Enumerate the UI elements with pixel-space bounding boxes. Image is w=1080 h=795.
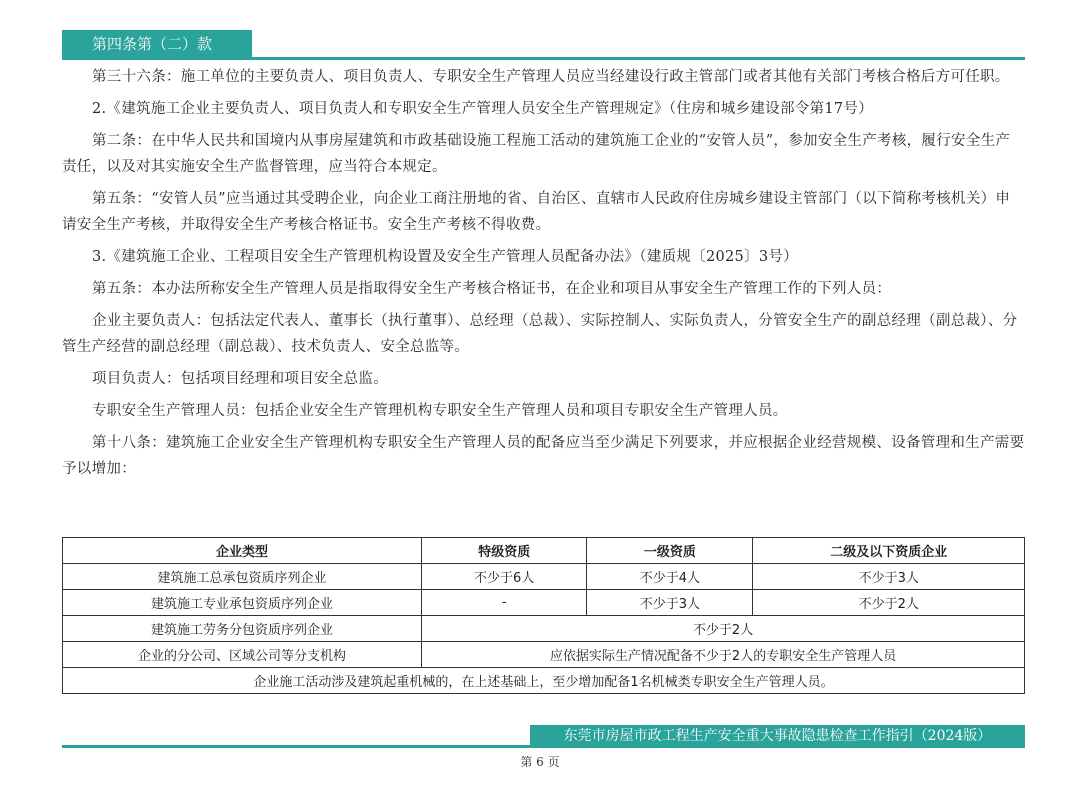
table-header-cell: 一级资质 [587, 538, 753, 564]
table-cell: 不少于2人 [753, 590, 1025, 616]
article-18-paragraph: 第十八条：建筑施工企业安全生产管理机构专职安全生产管理人员的配备应当至少满足下列要求，并应根据企业经营规模、设备管理和生产需要予以增加： [62, 435, 1025, 477]
table-row [63, 616, 1025, 642]
table-header-cell: 二级及以下资质企业 [753, 538, 1025, 564]
regulation-2-title: 2.《建筑施工企业主要负责人、项目负责人和专职安全生产管理人员安全生产管理规定》（住房和城乡建设部令第17号） [92, 101, 874, 117]
document-body [62, 64, 1025, 482]
staffing-requirements-table [62, 537, 1025, 694]
article-36-paragraph: 第三十六条：施工单位的主要负责人、项目负责人、专职安全生产管理人员应当经建设行政主管部门或者其他有关部门考核合格后方可任职。 [92, 69, 1010, 85]
article-5-paragraph: 第五条：“安管人员”应当通过其受聘企业，向企业工商注册地的省、自治区、直辖市人民政府住房城乡建设主管部门（以下简称考核机关）申请安全生产考核，并取得安全生产考核合格证书。安全生产考核不得收费。 [62, 191, 1011, 233]
table-cell: 不少于6人 [422, 564, 587, 590]
section-header [62, 30, 252, 58]
table-footnote-row [63, 668, 1025, 694]
page-number: 第 6 页 [520, 755, 560, 769]
table-row [63, 642, 1025, 668]
table-row [63, 564, 1025, 590]
table-cell: 建筑施工总承包资质序列企业 [63, 564, 422, 590]
table-cell: 企业的分公司、区域公司等分支机构 [63, 642, 422, 668]
table-cell: 建筑施工劳务分包资质序列企业 [63, 616, 422, 642]
article-2-paragraph: 第二条：在中华人民共和国境内从事房屋建筑和市政基础设施工程施工活动的建筑施工企业的“安管人员”，参加安全生产考核，履行安全生产责任，以及对其实施安全生产监督管理，应当符合本规定。 [62, 133, 1011, 175]
article-5-definition-paragraph: 第五条：本办法所称安全生产管理人员是指取得安全生产考核合格证书，在企业和项目从事安全生产管理工作的下列人员： [92, 281, 892, 297]
safety-staff-paragraph: 专职安全生产管理人员：包括企业安全生产管理机构专职安全生产管理人员和项目专职安全生产管理人员。 [92, 403, 788, 419]
header-divider [62, 57, 1025, 60]
table-merged-cell: 应依据实际生产情况配备不少于2人的专职安全生产管理人员 [422, 642, 1025, 668]
table-header-cell: 特级资质 [422, 538, 587, 564]
table-cell: 不少于3人 [753, 564, 1025, 590]
table-cell: 不少于4人 [587, 564, 753, 590]
table-cell: 建筑施工专业承包资质序列企业 [63, 590, 422, 616]
regulation-3-title: 3.《建筑施工企业、工程项目安全生产管理机构设置及安全生产管理人员配备办法》（建质规〔2025〕3号） [92, 249, 799, 265]
table-merged-cell: 不少于2人 [422, 616, 1025, 642]
section-title: 第四条第（二）款 [92, 35, 213, 53]
footer-title-bar [530, 725, 1025, 747]
project-leaders-paragraph: 项目负责人：包括项目经理和项目安全总监。 [92, 371, 388, 387]
table-header-cell: 企业类型 [63, 538, 422, 564]
table-footnote: 企业施工活动涉及建筑起重机械的，在上述基础上，至少增加配备1名机械类专职安全生产管理人员。 [63, 668, 1025, 694]
document-title: 东莞市房屋市政工程生产安全重大事故隐患检查工作指引（2024版） [563, 728, 992, 744]
footer-divider [62, 745, 1025, 748]
table-cell: - [422, 590, 587, 616]
table-row [63, 590, 1025, 616]
table-cell: 不少于3人 [587, 590, 753, 616]
table-header-row [63, 538, 1025, 564]
enterprise-leaders-paragraph: 企业主要负责人：包括法定代表人、董事长（执行董事）、总经理（总裁）、实际控制人、实际负责人，分管安全生产的副总经理（副总裁）、分管生产经营的副总经理（副总裁）、技术负责人、安全总监等。 [62, 313, 1018, 355]
